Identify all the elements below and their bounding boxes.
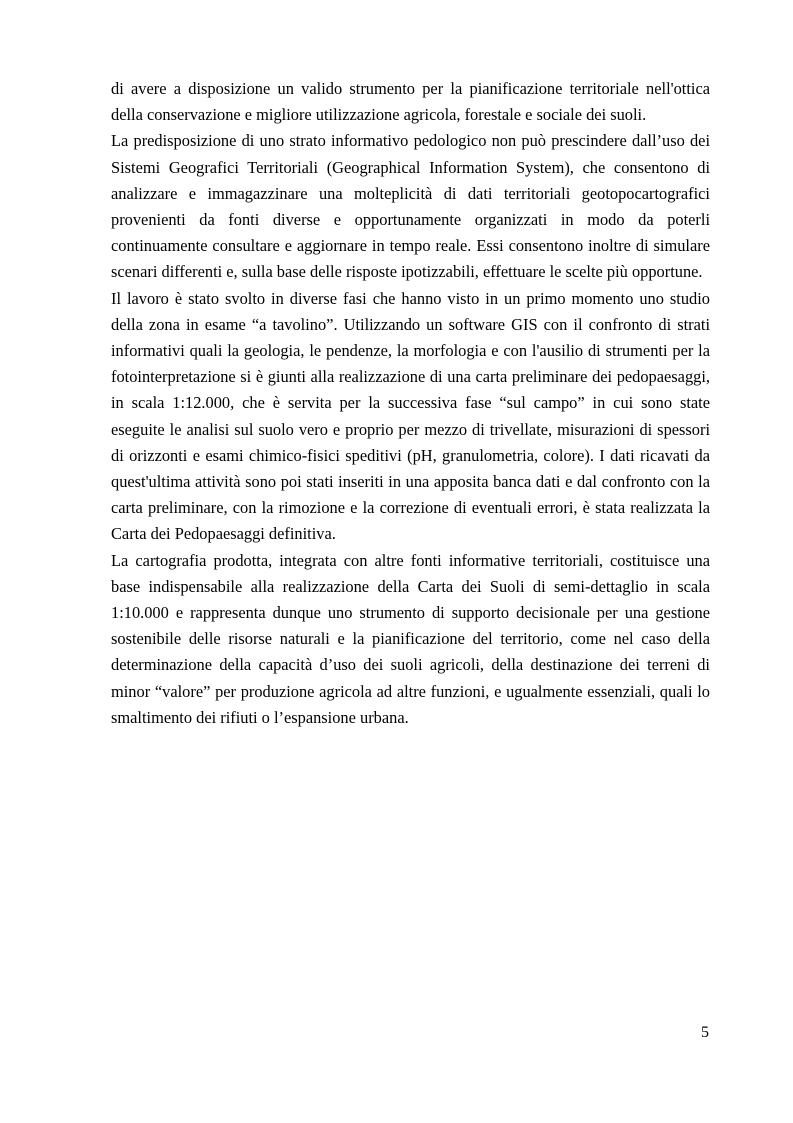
paragraph-cartography: La cartografia prodotta, integrata con altre fonti informative territoriali, costituisce una base indispensabile alla realizzazione della Carta dei Suoli di semi-dettaglio in scala 1:10.000 e rappresenta dunque uno strumento di supporto decisionale per una gestione sostenibile delle risorse naturali e la pianificazione del territorio, come nel caso della determinazione della capacità d’uso dei suoli agricoli, della destinazione dei terreni di minor “valore” per produzione agricola ad altre funzioni, e ugualmente essenziali, quali lo smaltimento dei rifiuti o l’espansione urbana. bbox=[111, 550, 710, 727]
paragraph-continuation: di avere a disposizione un valido strumento per la pianificazione territoriale nell'ottica della conservazione e migliore utilizzazione agricola, forestale e sociale dei suoli. bbox=[111, 79, 710, 125]
body-text bbox=[111, 76, 710, 731]
paragraph-method: Il lavoro è stato svolto in diverse fasi che hanno visto in un primo momento uno studio della zona in esame “a tavolino”. Utilizzando un software GIS con il confronto di strati informativi quali la geologia, le pendenze, la morfologia e con l'ausilio di strumenti per la fotointerpretazione si è giunti alla realizzazione di una carta preliminare dei pedopaesaggi, in scala 1:12.000, che è servita per la successiva fase “sul campo” in cui sono state eseguite le analisi sul suolo vero e proprio per mezzo di trivellate, misurazioni di spessori di orizzonti e esami chimico-fisici speditivi (pH, granulometria, colore). I dati ricavati da quest'ultima attività sono poi stati inseriti in una apposita banca dati e dal confronto con la carta preliminare, con la rimozione e la correzione di eventuali errori, è stata realizzata la Carta dei Pedopaesaggi definitiva. bbox=[111, 288, 710, 544]
paragraph-gis: La predisposizione di uno strato informativo pedologico non può prescindere dall’uso dei Sistemi Geografici Territoriali (Geographical Information System), che consentono di analizzare e immagazzinare una molteplicità di dati territoriali geotopocartografici provenienti da fonti diverse e opportunamente organizzati in modo da poterli continuamente consultare e aggiornare in tempo reale. Essi consentono inoltre di simulare scenari differenti e, sulla base delle risposte ipotizzabili, effettuare le scelte più opportune. bbox=[111, 131, 710, 282]
page-number: 5 bbox=[701, 1024, 709, 1041]
